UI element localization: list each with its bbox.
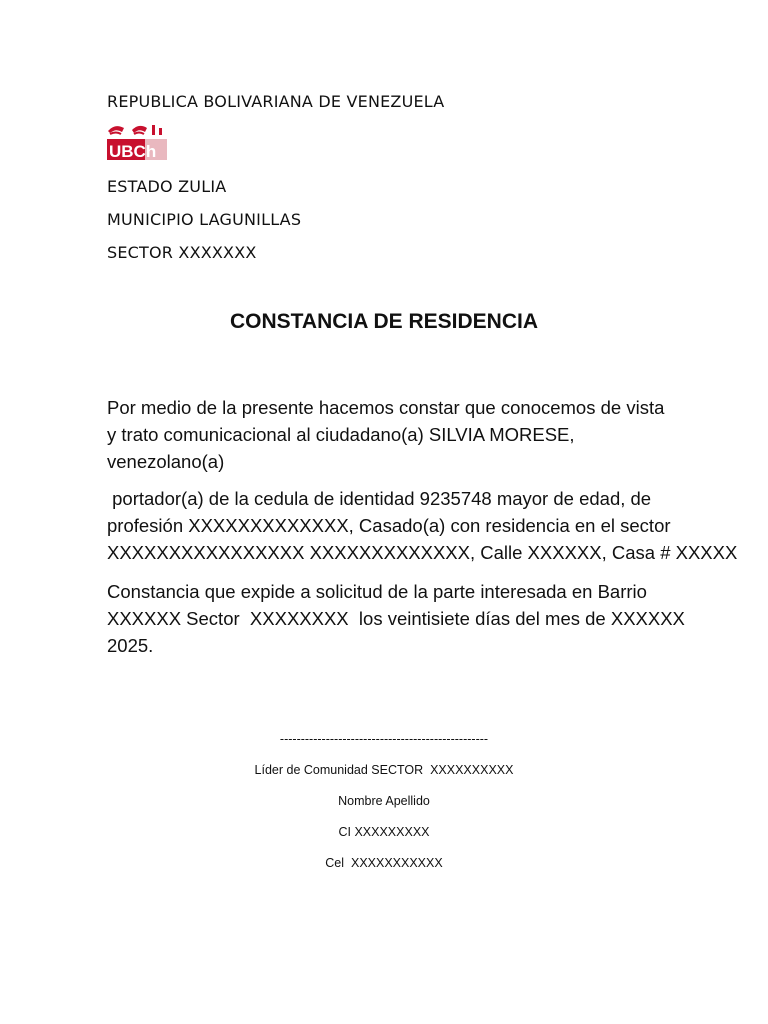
body-paragraph-1 — [107, 394, 667, 475]
paragraph-line: Por medio de la presente hacemos constar que conocemos de vista — [107, 397, 665, 418]
signature-role: Líder de Comunidad SECTOR XXXXXXXXXX — [254, 763, 514, 777]
header-republic: REPUBLICA BOLIVARIANA DE VENEZUELA — [107, 92, 445, 111]
paragraph-line: 2025. — [107, 635, 154, 656]
body-paragraph-3 — [107, 578, 685, 659]
ubch-logo — [107, 122, 167, 160]
signature-cel: Cel XXXXXXXXXXX — [325, 856, 443, 870]
paragraph-line: Constancia que expide a solicitud de la parte interesada en Barrio — [107, 581, 647, 602]
signature-line: -------------------------------------------------- — [279, 732, 489, 746]
paragraph-line: y trato comunicacional al ciudadano(a) SILVIA MORESE, — [107, 424, 575, 445]
logo-text: UBCh — [109, 142, 157, 160]
header-state: ESTADO ZULIA — [107, 177, 227, 196]
header-municipality: MUNICIPIO LAGUNILLAS — [107, 210, 302, 229]
body-paragraph-2 — [107, 485, 738, 566]
paragraph-line: venezolano(a) — [107, 451, 225, 472]
signature-ci: CI XXXXXXXXX — [338, 825, 430, 839]
paragraph-line: XXXXXXXXXXXXXXXX XXXXXXXXXXXXX, Calle XXXXXX, Casa # XXXXX — [107, 542, 738, 563]
signature-name: Nombre Apellido — [338, 794, 430, 808]
paragraph-line: XXXXXX Sector XXXXXXXX los veintisiete días del mes de XXXXXX — [107, 608, 685, 629]
paragraph-line: profesión XXXXXXXXXXXXX, Casado(a) con residencia en el sector — [107, 515, 671, 536]
document-title: CONSTANCIA DE RESIDENCIA — [229, 310, 539, 333]
header-sector: SECTOR XXXXXXX — [107, 243, 257, 262]
paragraph-line: portador(a) de la cedula de identidad 9235748 mayor de edad, de — [107, 488, 652, 509]
